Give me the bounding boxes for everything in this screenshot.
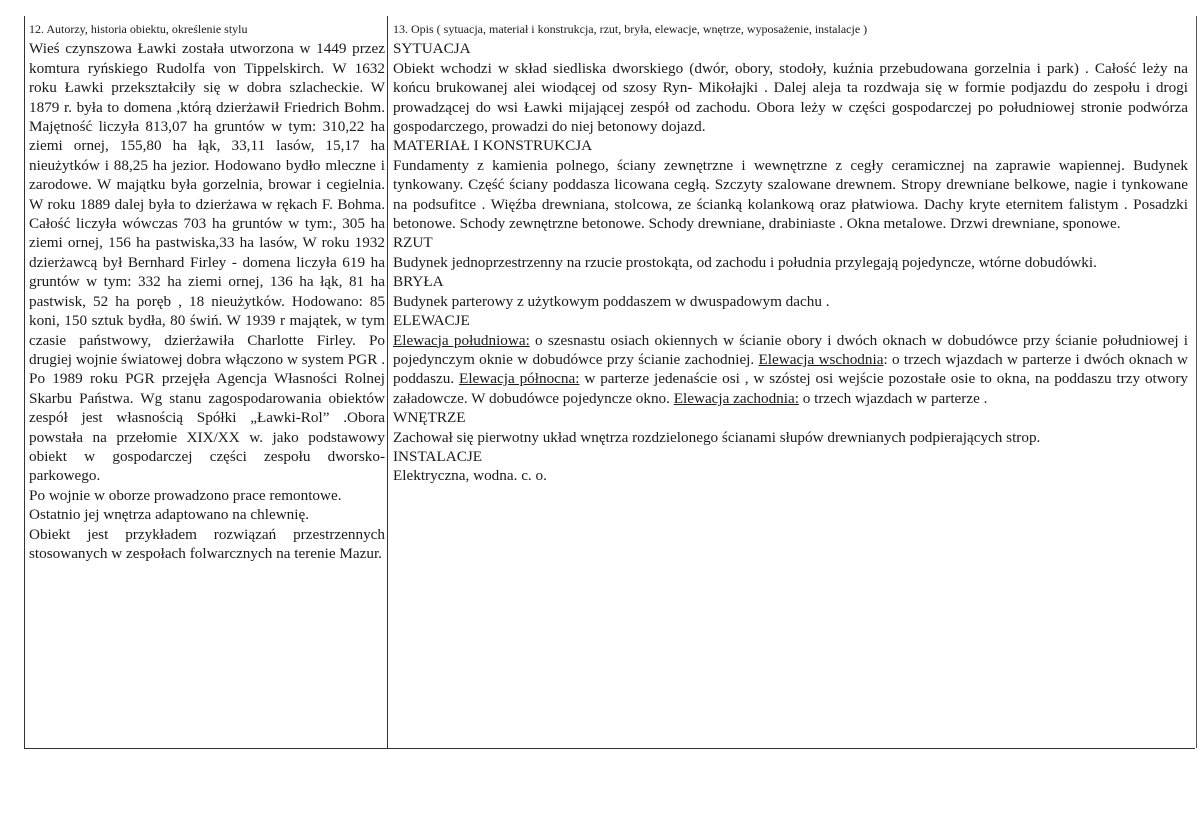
column-divider: [387, 16, 388, 748]
history-paragraph: Obiekt jest przykładem rozwiązań przestrzennych stosowanych w zespołach folwarcznych na terenie Mazur.: [29, 525, 385, 562]
text-material: Fundamenty z kamienia polnego, ściany zewnętrzne i wewnętrzne z cegły ceramicznej na zaprawie wapiennej. Budynek tynkowany. Część ściany poddasza licowana cegłą. Szczyty szalowane drewnem. Stropy drewniane belkowe, nagie i tynkowane na podsufitce . Więźba drewniana, stolcowa, ze ścianką kolankową oraz płatwiowa. Dachy kryte eternitem falistym . Posadzki betonowe. Schody zewnętrzne betonowe. Schody drewniane, drabiniaste . Okna metalowe. Drzwi drewniane, sponowe.: [393, 156, 1188, 233]
description-section-header: 13. Opis ( sytuacja, materiał i konstrukcja, rzut, bryła, elewacje, wnętrze, wyposażenie, instalacje ): [393, 22, 868, 36]
text-instalacje: Elektryczna, wodna. c. o.: [393, 467, 547, 485]
east-elevation-text: : o trzech wjazdach w parterze i dwóch oknach w poddaszu.: [393, 350, 1189, 388]
west-elevation-text: o trzech wjazdach w parterze .: [798, 389, 988, 407]
heading-wnetrze: WNĘTRZE: [393, 409, 466, 427]
heading-elewacje: ELEWACJE: [393, 312, 470, 330]
history-section-header: 12. Autorzy, historia obiektu, określenie stylu: [29, 22, 248, 36]
west-elevation-label: Elewacja zachodnia:: [673, 389, 799, 407]
heading-bryla: BRYŁA: [393, 273, 444, 291]
north-elevation-label: Elewacja północna:: [459, 370, 580, 388]
heading-instalacje: INSTALACJE: [393, 447, 483, 465]
south-elevation-text: o szesnastu osiach okiennych w ścianie obory i dwóch oknach w dobudówce przy ścianie południowej i pojedynczym oknie w dobudówce przy ścianie zachodniej.: [393, 331, 1188, 368]
text-sytuacja: Obiekt wchodzi w skład siedliska dworskiego (dwór, obory, stodoły, kuźnia przebudowana gorzelnia i park) . Całość leży na końcu brukowanej alei wiodącej od szosy Ryn- Mikołajki . Dalej aleja ta rozdwaja się w formie podjazdu do zespołu i drogi prowadzącej do wsi Ławki mijającej zespół od zachodu. Obora leży w części gospodarczej po południowej stronie podwórza gospodarczego, prowadzi do niej betonowy dojazd.: [393, 59, 1188, 136]
text-wnetrze: Zachował się pierwotny układ wnętrza rozdzielonego ścianami słupów drewnianych podpierających strop.: [393, 428, 1041, 446]
heading-material: MATERIAŁ I KONSTRUKCJA: [393, 137, 593, 155]
north-elevation-text: w parterze jedenaście osi , w szóstej osi wejście pozostałe osie to okna, na poddaszu trzy otwory załadowcze. W dobudówce pojedyncze okno.: [393, 370, 1188, 407]
text-bryla: Budynek parterowy z użytkowym poddaszem w dwuspadowym dachu .: [393, 292, 830, 310]
text-rzut: Budynek jednoprzestrzenny na rzucie prostokąta, od zachodu i południa przylegają pojedyncze, wtórne dobudówki.: [393, 253, 1097, 271]
history-column: [29, 20, 385, 563]
right-border: [1196, 16, 1197, 748]
south-elevation-label: Elewacja południowa:: [393, 331, 530, 349]
east-elevation-label: Elewacja wschodnia: [758, 350, 884, 368]
history-paragraph: Wieś czynszowa Ławki została utworzona w 1449 przez komtura ryńskiego Rudolfa von Tippelskirch. W 1632 roku Ławki przekształciły się w dobra szlacheckie. W 1879 r. była to domena ,którą dzierżawił Friedrich Bohm. Majętność liczyła 813,07 ha gruntów w tym: 310,22 ha ziemi ornej, 155,80 ha łąk, 33,11 lasów, 15,17 ha nieużytków i 88,25 ha jezior. Hodowano bydło mleczne i zarodowe. W majątku była gorzelnia, browar i cegielnia. W roku 1889 dalej była to dzierżawa w rękach F. Bohma. Całość liczyła wówczas 703 ha gruntów w tym:, 305 ha ziemi ornej, 156 ha pastwiska,33 ha lasów, W roku 1932 dzierżawcą był Bernhard Firley - domena liczyła 619 ha gruntów w tym: 332 ha ziemi ornej, 136 ha łąk, 81 ha pastwisk, 52 ha poręb , 18 nieużytków. Hodowano: 85 koni, 150 sztuk bydła, 80 świń. W 1939 r majątek, w tym czasie państwowy, dzierżawiła Charlotte Firley. Po drugiej wojnie światowej dobra włączono w system PGR . Po 1989 roku PGR przejęła Agencja Własności Rolnej Skarbu Państwa. Wg stanu zagospodarowania obiektów zespół jest własnością Spółki „Ławki-Rol” .Obora powstała na przełomie XIX/XX w. jako podstawowy obiekt w gospodarczej części zespołu dworsko-parkowego.: [29, 40, 385, 485]
heading-sytuacja: SYTUACJA: [393, 40, 471, 58]
heading-rzut: RZUT: [393, 234, 433, 252]
history-paragraph: Po wojnie w oborze prowadzono prace remontowe. Ostatnio jej wnętrza adaptowano na chlewnię.: [29, 486, 342, 524]
description-column: [393, 20, 1188, 486]
text-elewacje: [393, 331, 1188, 409]
